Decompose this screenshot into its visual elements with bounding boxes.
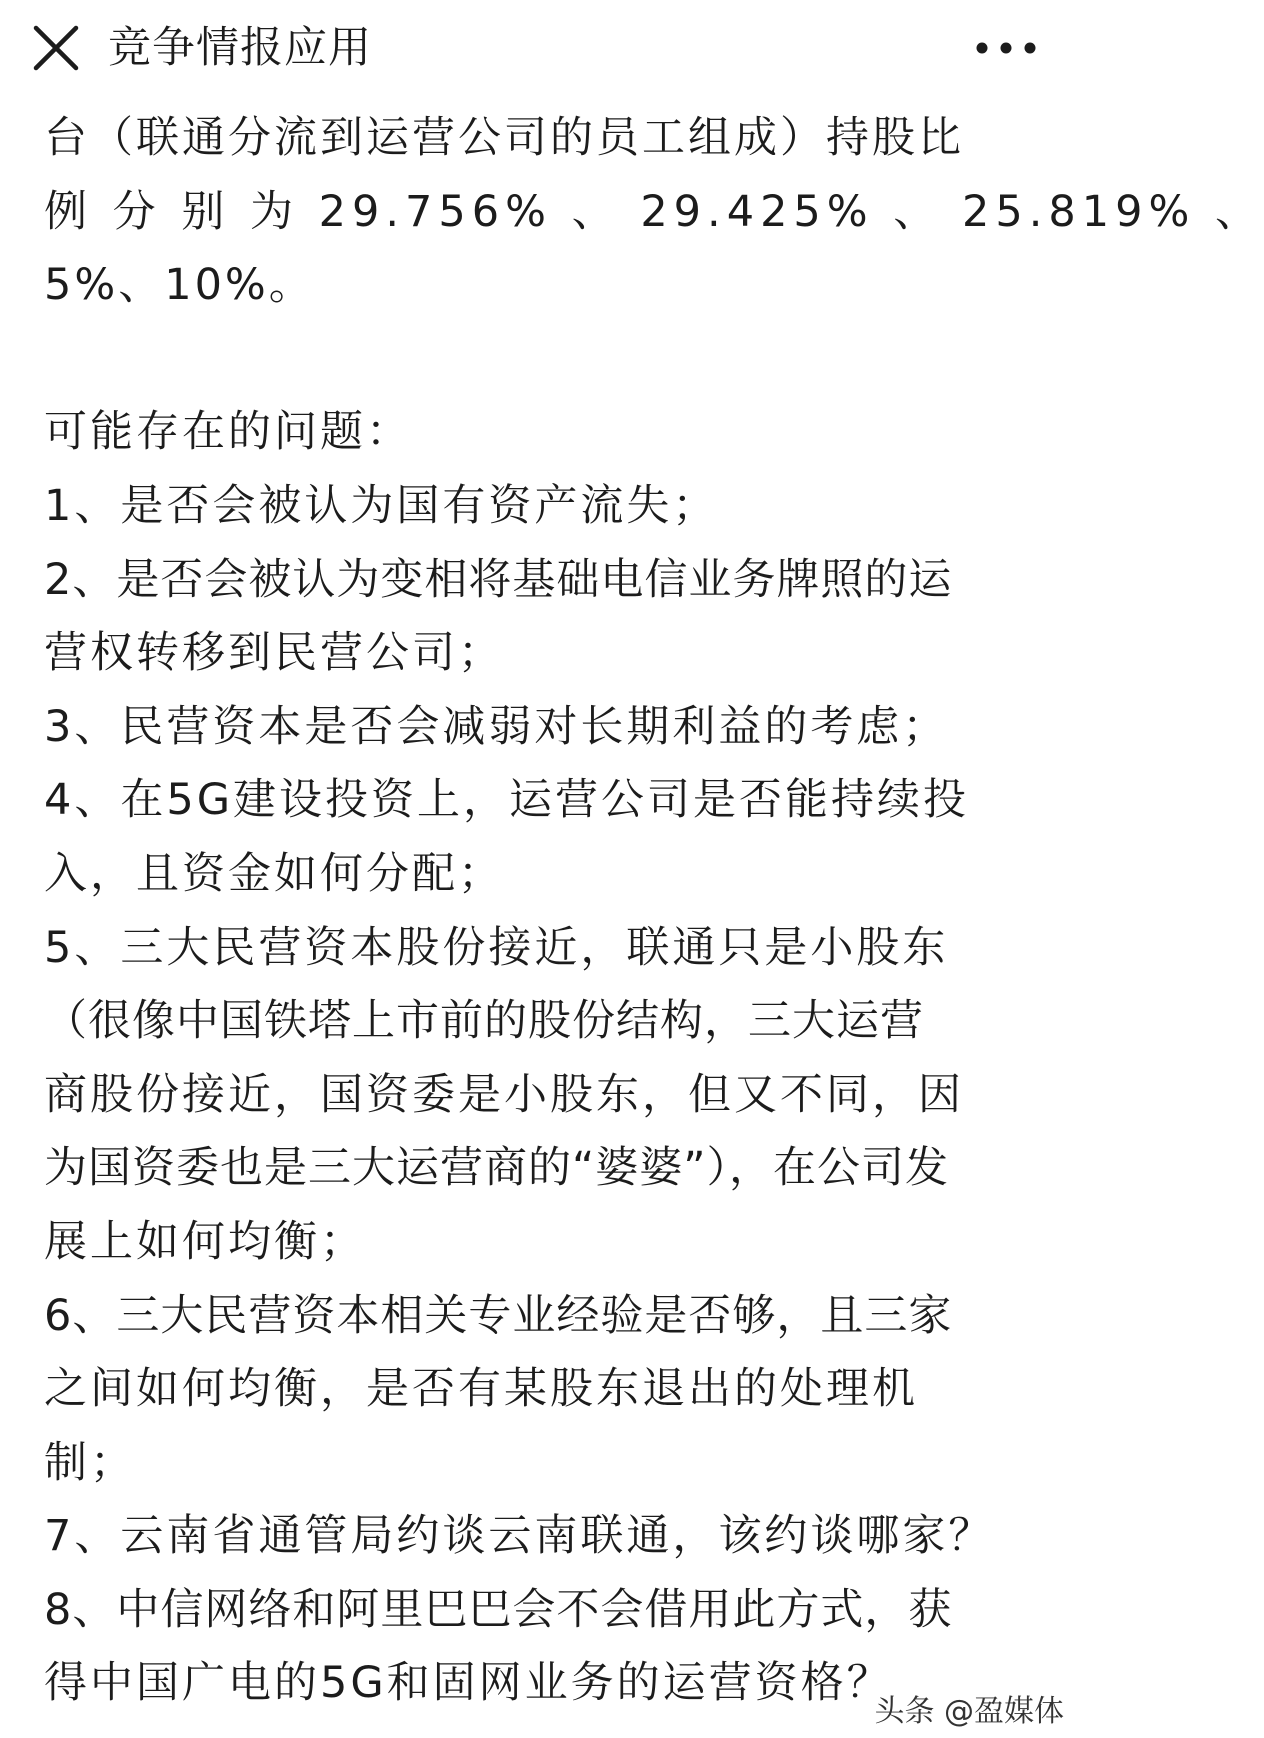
article-line: 为国资委也是三大运营商的“婆婆”），在公司发 <box>44 1143 950 1194</box>
article-line: 例 分 别 为 29.756% 、 29.425% 、 25.819% 、 <box>44 186 1264 237</box>
article-blank-line <box>44 323 1040 397</box>
article-line: 7、云南省通管局约谈云南联通，该约谈哪家？ <box>44 1511 995 1562</box>
article-line: 商股份接近，国资委是小股东，但又不同，因 <box>44 1069 964 1120</box>
article-line: 1、是否会被认为国有资产流失； <box>44 480 719 531</box>
article-line: 入，且资金如何分配； <box>44 848 504 899</box>
article-line: 营权转移到民营公司； <box>44 628 504 679</box>
article-line: 得中国广电的5G和固网业务的运营资格？ <box>44 1658 893 1709</box>
article-line: 2、是否会被认为变相将基础电信业务牌照的运 <box>44 554 953 605</box>
article-line: 4、在5G建设投资上，运营公司是否能持续投 <box>44 775 970 826</box>
article-line: 展上如何均衡； <box>44 1216 366 1267</box>
article-line: 8、中信网络和阿里巴巴会不会借用此方式，获 <box>44 1584 953 1635</box>
close-button[interactable] <box>24 16 88 80</box>
more-options-button[interactable] <box>970 18 1042 78</box>
article-line: 制； <box>44 1437 136 1488</box>
watermark: 头条 @盈媒体 <box>874 1694 1064 1729</box>
more-horizontal-icon <box>970 18 1042 78</box>
top-bar <box>0 0 1080 96</box>
article-line: 台（联通分流到运营公司的员工组成）持股比 <box>44 113 964 163</box>
article-line: 可能存在的问题： <box>44 407 412 458</box>
article-line: （很像中国铁塔上市前的股份结构，三大运营 <box>44 996 924 1047</box>
article-line: 之间如何均衡，是否有某股东退出的处理机 <box>44 1364 918 1415</box>
article-line: 6、三大民营资本相关专业经验是否够，且三家 <box>44 1290 953 1341</box>
article-line: 5、三大民营资本股份接近，联通只是小股东 <box>44 922 949 973</box>
close-icon <box>24 16 88 80</box>
article-line: 5%、10%。 <box>44 260 315 311</box>
article-line: 3、民营资本是否会减弱对长期利益的考虑； <box>44 701 949 752</box>
article-body <box>44 102 1264 1721</box>
page-title: 竞争情报应用 <box>108 23 372 73</box>
